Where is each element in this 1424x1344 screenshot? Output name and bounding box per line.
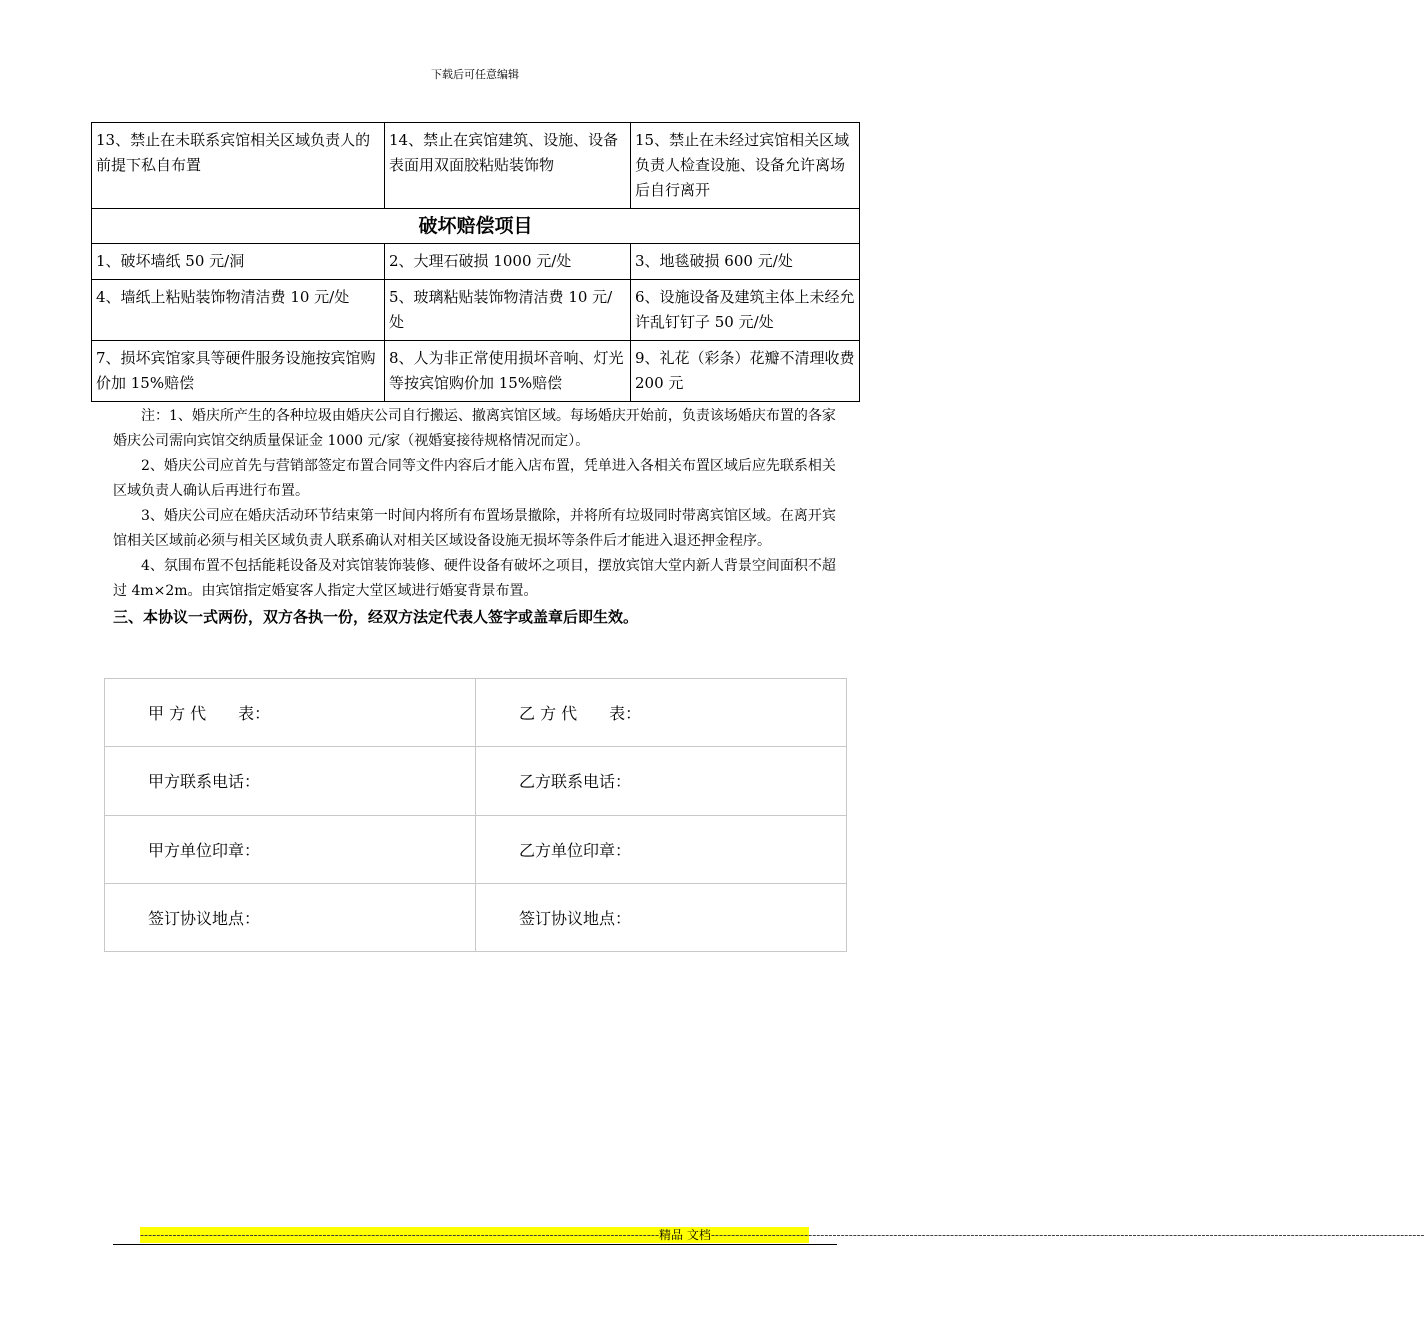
note-paragraph: 3、婚庆公司应在婚庆活动环节结束第一时间内将所有布置场景撤除，并将所有垃圾同时带离宾馆区域。在离开宾馆相关区域前必须与相关区域负责人联系确认对相关区域设备设施无损坏等条件后才能进入退还押金程序。 (113, 508, 836, 549)
damage-cell: 7、损坏宾馆家具等硬件服务设施按宾馆购价加 15%赔偿 (92, 341, 385, 402)
party-a-representative: 甲 方 代 表： (105, 679, 476, 747)
table-row (105, 679, 847, 747)
footer-dash-left: -------------------------------------------------------------------------------------------------------------------------------- (140, 1228, 659, 1242)
table-row (105, 883, 847, 951)
section-title: 破坏赔偿项目 (92, 209, 860, 244)
party-b-phone: 乙方联系电话： (476, 747, 847, 815)
table-row (92, 209, 860, 244)
damage-cell: 3、地毯破损 600 元/处 (631, 244, 860, 280)
signature-table (104, 678, 847, 952)
rules-table (91, 122, 860, 402)
damage-cell: 2、大理石破损 1000 元/处 (385, 244, 631, 280)
note-paragraph: 注：1、婚庆所产生的各种垃圾由婚庆公司自行搬运、撤离宾馆区域。每场婚庆开始前，负责该场婚庆布置的各家婚庆公司需向宾馆交纳质量保证金 1000 元/家（视婚宴接待规格情况而定）。 (113, 408, 836, 449)
notes-section (113, 404, 837, 630)
note-paragraph: 2、婚庆公司应首先与营销部签定布置合同等文件内容后才能入店布置，凭单进入各相关布置区域后应先联系相关区域负责人确认后再进行布置。 (113, 458, 836, 499)
party-a-seal: 甲方单位印章： (105, 815, 476, 883)
party-b-location: 签订协议地点： (476, 883, 847, 951)
table-row (92, 341, 860, 402)
table-row (92, 244, 860, 280)
damage-cell: 5、玻璃粘贴装饰物清洁费 10 元/处 (385, 280, 631, 341)
table-row (105, 815, 847, 883)
final-clause: 三、本协议一式两份，双方各执一份，经双方法定代表人签字或盖章后即生效。 (113, 608, 639, 626)
table-row (92, 123, 860, 209)
rule-cell-15: 15、禁止在未经过宾馆相关区域负责人检查设施、设备允许离场后自行离开 (631, 123, 860, 209)
party-b-representative: 乙 方 代 表： (476, 679, 847, 747)
damage-cell: 8、人为非正常使用损坏音响、灯光等按宾馆购价加 15%赔偿 (385, 341, 631, 402)
footer-text: 精品 文档 (659, 1228, 711, 1242)
party-b-seal: 乙方单位印章： (476, 815, 847, 883)
damage-cell: 1、破坏墙纸 50 元/洞 (92, 244, 385, 280)
note-paragraph: 4、氛围布置不包括能耗设备及对宾馆装饰装修、硬件设备有破坏之项目，摆放宾馆大堂内新人背景空间面积不超过 4m×2m。由宾馆指定婚宴客人指定大堂区域进行婚宴背景布置。 (113, 558, 836, 599)
page-header: 下载后可任意编辑 (431, 68, 519, 81)
table-row (92, 280, 860, 341)
damage-cell: 6、设施设备及建筑主体上未经允许乱钉钉子 50 元/处 (631, 280, 860, 341)
footer-rule (113, 1244, 837, 1245)
footer-banner (140, 1227, 1424, 1243)
footer-dash-right: -------------------------------------------------------------------------------------------------------------------------------------------------------------------------------- (710, 1228, 1424, 1242)
rule-cell-13: 13、禁止在未联系宾馆相关区域负责人的前提下私自布置 (92, 123, 385, 209)
party-a-location: 签订协议地点： (105, 883, 476, 951)
damage-cell: 9、礼花（彩条）花瓣不清理收费 200 元 (631, 341, 860, 402)
rule-cell-14: 14、禁止在宾馆建筑、设施、设备表面用双面胶粘贴装饰物 (385, 123, 631, 209)
party-a-phone: 甲方联系电话： (105, 747, 476, 815)
damage-cell: 4、墙纸上粘贴装饰物清洁费 10 元/处 (92, 280, 385, 341)
table-row (105, 747, 847, 815)
